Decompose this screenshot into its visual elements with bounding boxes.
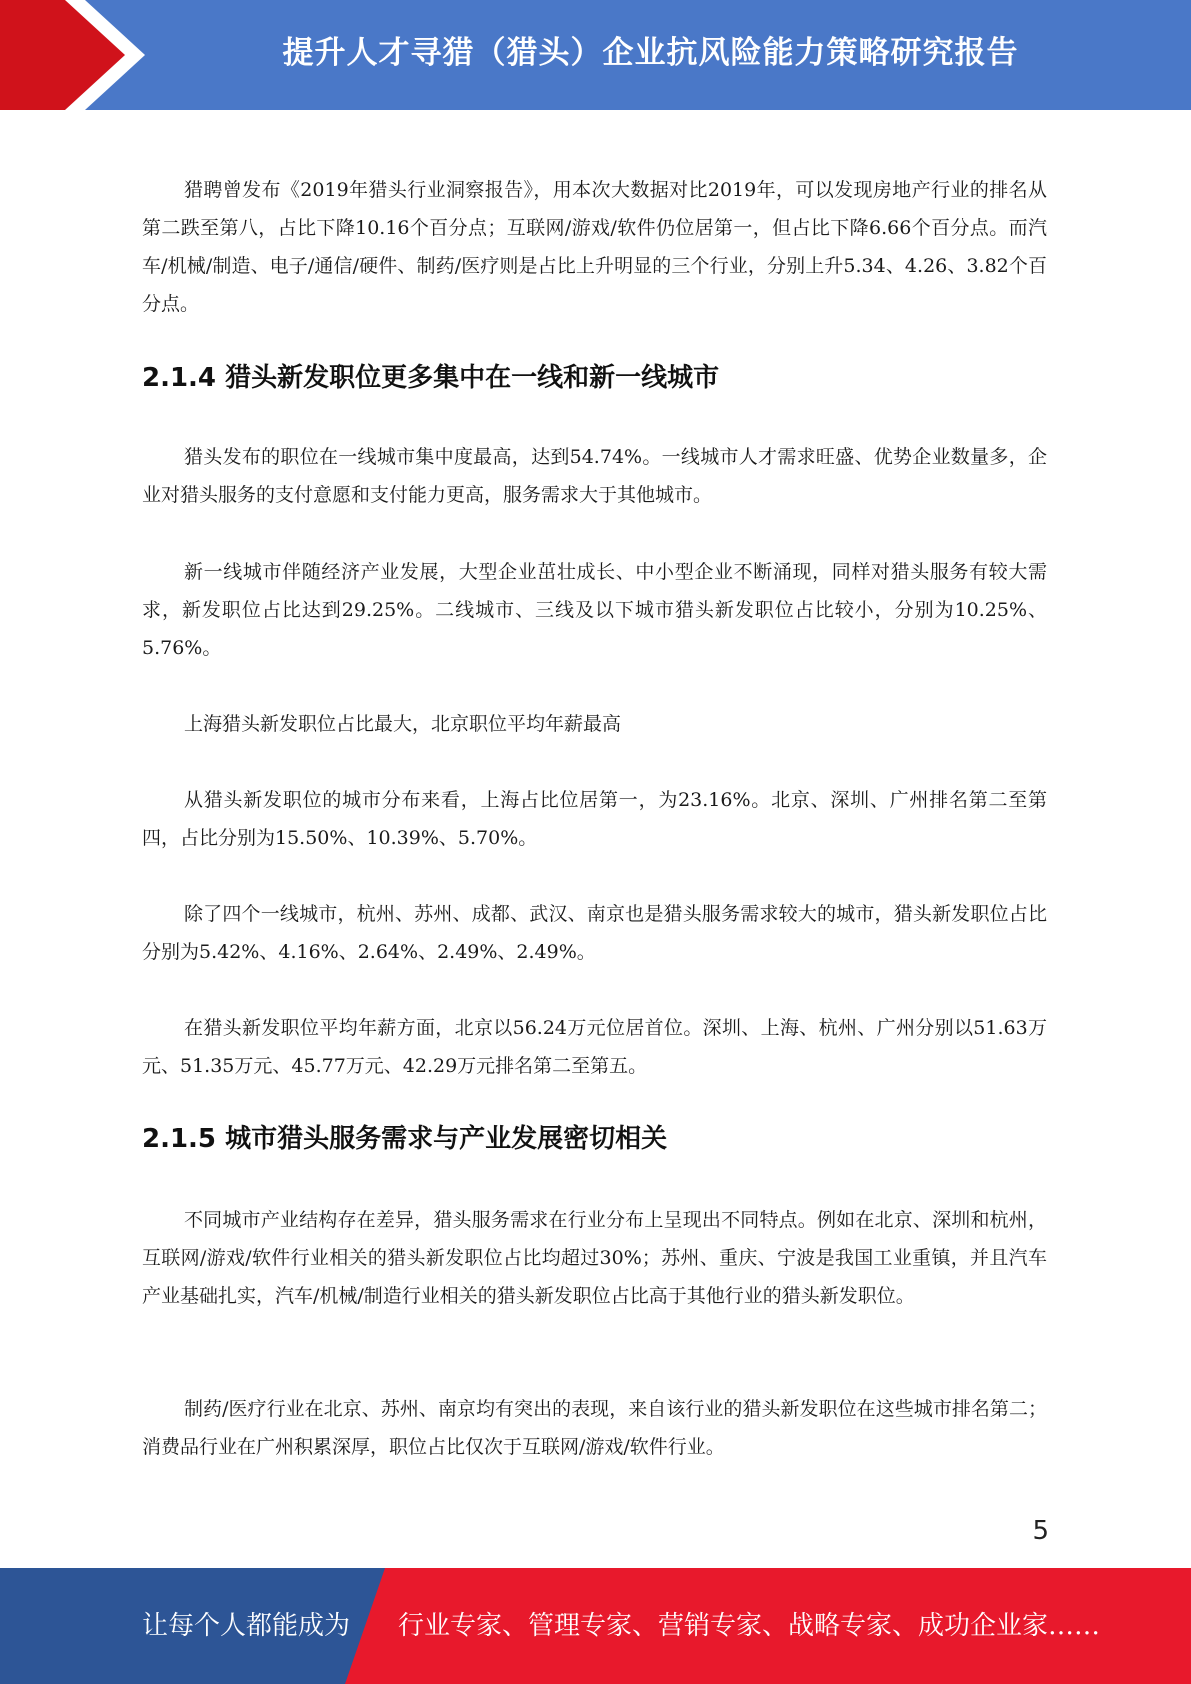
paragraph-other-cities: 除了四个一线城市，杭州、苏州、成都、武汉、南京也是猎头服务需求较大的城市，猎头新发职位占比分别为5.42%、4.16%、2.64%、2.49%、2.49%。 — [142, 903, 1047, 963]
paragraph-average-salary: 在猎头新发职位平均年薪方面，北京以56.24万元位居首位。深圳、上海、杭州、广州分别以51.63万元、51.35万元、45.77万元、42.29万元排名第二至第五。 — [142, 1017, 1047, 1077]
page-number: 5 — [1032, 1516, 1049, 1546]
paragraph-shanghai-beijing-subtitle: 上海猎头新发职位占比最大，北京职位平均年薪最高 — [184, 713, 622, 735]
paragraph-tier1-concentration: 猎头发布的职位在一线城市集中度最高，达到54.74%。一线城市人才需求旺盛、优势企业数量多，企业对猎头服务的支付意愿和支付能力更高，服务需求大于其他城市。 — [142, 446, 1047, 506]
paragraph-industry-structure: 不同城市产业结构存在差异，猎头服务需求在行业分布上呈现出不同特点。例如在北京、深圳和杭州，互联网/游戏/软件行业相关的猎头新发职位占比均超过30%；苏州、重庆、宁波是我国工业重镇，并且汽车产业基础扎实，汽车/机械/制造行业相关的猎头新发职位占比高于其他行业的猎头新发职位。 — [142, 1209, 1047, 1307]
page-footer — [0, 1568, 1191, 1684]
footer-slogan-left: 让每个人都能成为 — [142, 1611, 351, 1641]
page-header — [0, 0, 1191, 110]
paragraph-new-tier1: 新一线城市伴随经济产业发展，大型企业茁壮成长、中小型企业不断涌现，同样对猎头服务有较大需求，新发职位占比达到29.25%。二线城市、三线及以下城市猎头新发职位占比较小，分别为10.25%、5.76%。 — [142, 561, 1047, 659]
footer-slogan-right: 行业专家、管理专家、营销专家、战略专家、成功企业家…… — [398, 1611, 1101, 1641]
paragraph-city-distribution: 从猎头新发职位的城市分布来看，上海占比位居第一，为23.16%。北京、深圳、广州排名第二至第四，占比分别为15.50%、10.39%、5.70%。 — [142, 789, 1047, 849]
paragraph-industry-ranking: 猎聘曾发布《2019年猎头行业洞察报告》，用本次大数据对比2019年，可以发现房地产行业的排名从第二跌至第八，占比下降10.16个百分点；互联网/游戏/软件仍位居第一，但占比下降6.66个百分点。而汽车/机械/制造、电子/通信/硬件、制药/医疗则是占比上升明显的三个行业，分别上升5.34、4.26、3.82个百分点。 — [142, 179, 1047, 315]
paragraph-pharma-consumer: 制药/医疗行业在北京、苏州、南京均有突出的表现，来自该行业的猎头新发职位在这些城市排名第二；消费品行业在广州积累深厚，职位占比仅次于互联网/游戏/软件行业。 — [142, 1398, 1047, 1458]
section-heading-2-1-4: 2.1.4 猎头新发职位更多集中在一线和新一线城市 — [142, 363, 720, 393]
report-title: 提升人才寻猎（猎头）企业抗风险能力策略研究报告 — [282, 35, 1019, 71]
section-heading-2-1-5: 2.1.5 城市猎头服务需求与产业发展密切相关 — [142, 1124, 668, 1154]
